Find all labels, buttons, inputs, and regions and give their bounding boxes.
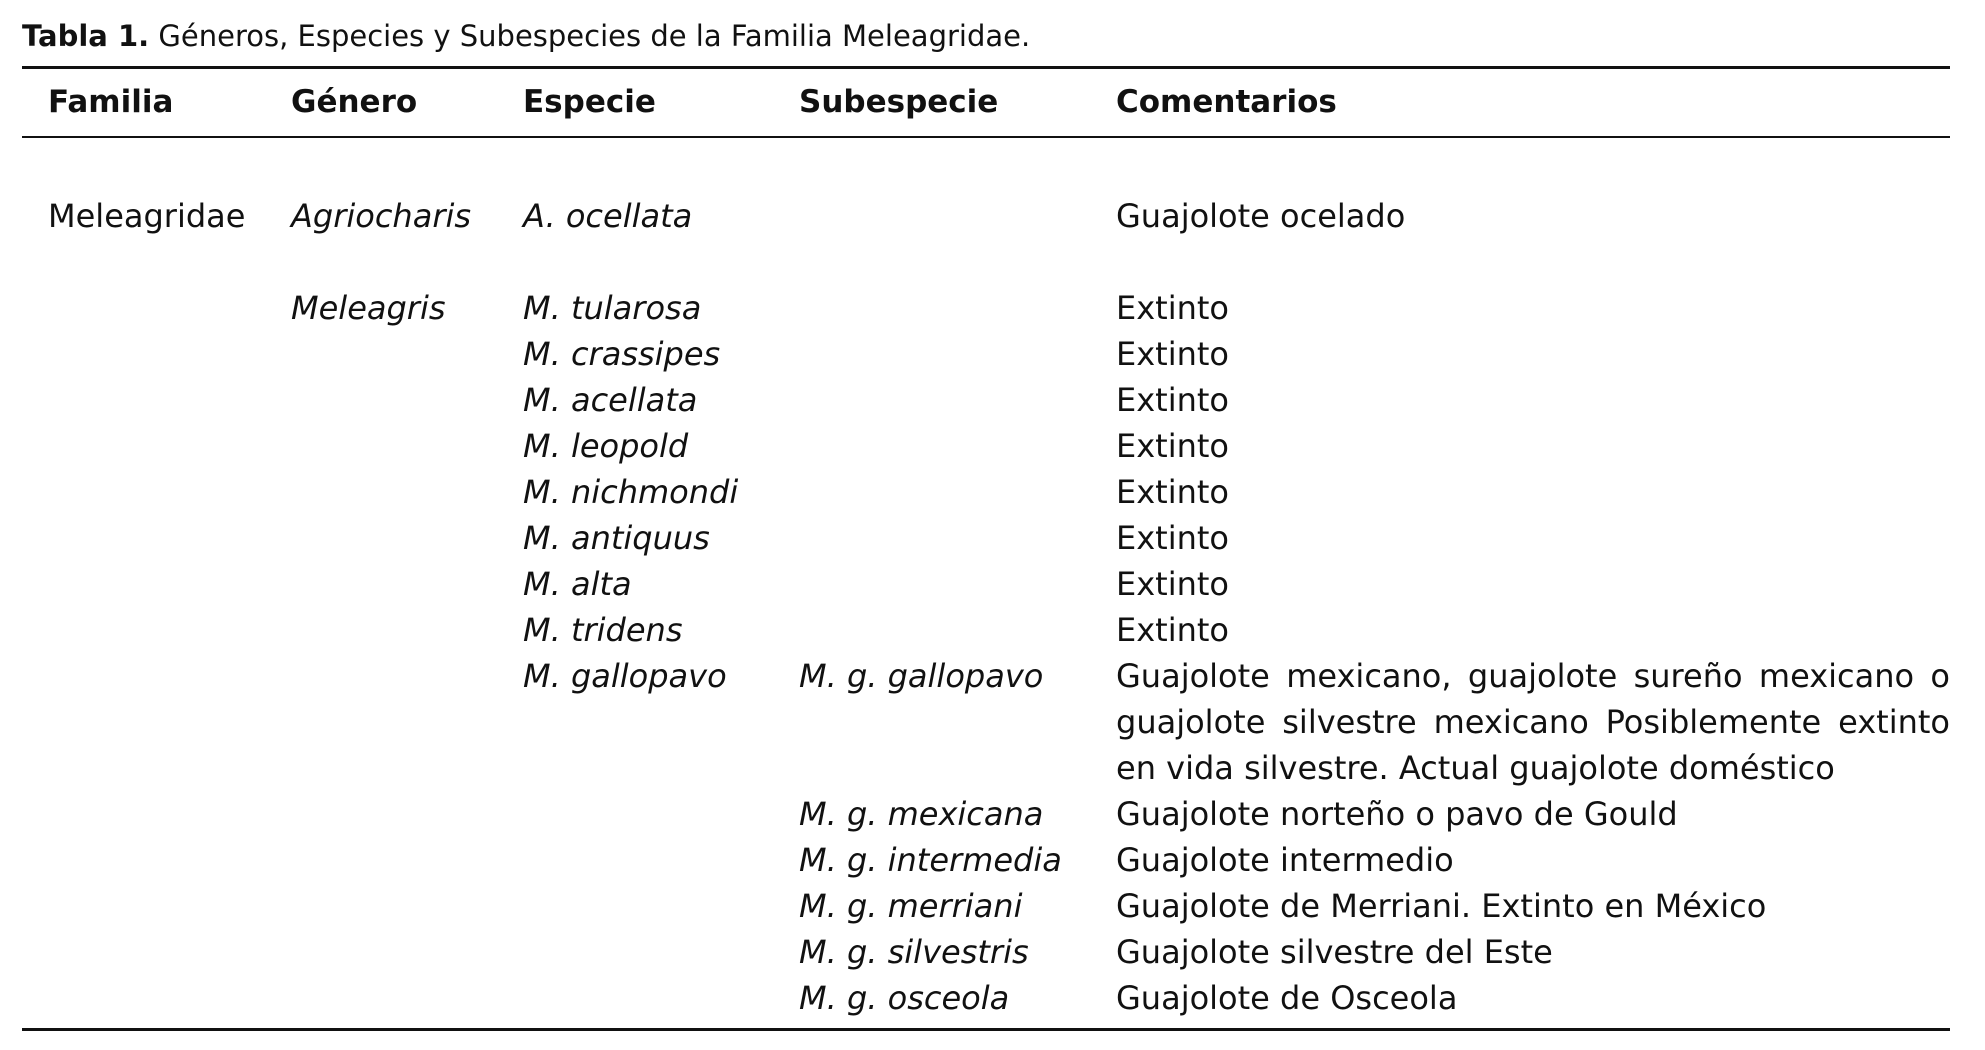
cell-comentarios: Guajolote intermedio [1116,841,1454,879]
cell-subespecie: M. g. silvestris [799,933,1029,971]
cell-comentarios: Guajolote mexicano, guajolote sureño mexicano o guajolote silvestre mexicano Posiblemente extinto en vida silvestre. Actual guajolote doméstico [1116,657,1950,787]
cell-comentarios: Guajolote de Osceola [1116,979,1458,1017]
cell-especie: M. tularosa [523,289,702,327]
cell-especie: M. leopold [523,427,689,465]
cell-comentarios: Extinto [1116,335,1229,373]
cell-comentarios: Extinto [1116,427,1229,465]
cell-subespecie: M. g. gallopavo [799,657,1044,695]
cell-comentarios: Extinto [1116,519,1229,557]
cell-subespecie: M. g. mexicana [799,795,1044,833]
caption-text: Géneros, Especies y Subespecies de la Familia Meleagridae. [158,19,1031,53]
cell-comentarios: Extinto [1116,289,1229,327]
cell-especie: M. antiquus [523,519,710,557]
cell-especie: M. acellata [523,381,698,419]
header-subespecie: Subespecie [799,84,999,120]
cell-comentarios: Extinto [1116,381,1229,419]
cell-familia: Meleagridae [48,197,246,235]
header-familia: Familia [48,84,174,120]
header-genero: Género [291,84,418,120]
cell-especie: M. gallopavo [523,657,727,695]
cell-comentarios: Extinto [1116,473,1229,511]
cell-especie: M. nichmondi [523,473,739,511]
table-caption [22,18,1030,54]
cell-genero: Meleagris [291,289,446,327]
bottom-rule [22,1028,1950,1031]
header-especie: Especie [523,84,656,120]
cell-especie: A. ocellata [523,197,693,235]
header-comentarios: Comentarios [1116,84,1337,120]
cell-especie: M. alta [523,565,632,603]
cell-subespecie: M. g. osceola [799,979,1010,1017]
cell-comentarios: Guajolote silvestre del Este [1116,933,1553,971]
cell-especie: M. tridens [523,611,683,649]
cell-comentarios: Guajolote de Merriani. Extinto en México [1116,887,1767,925]
top-rule [22,66,1950,69]
header-rule [22,136,1950,138]
cell-comentarios: Guajolote ocelado [1116,197,1406,235]
cell-subespecie: M. g. merriani [799,887,1023,925]
caption-label: Tabla 1. [22,19,150,53]
cell-genero: Agriocharis [291,197,472,235]
cell-subespecie: M. g. intermedia [799,841,1062,879]
cell-comentarios: Extinto [1116,565,1229,603]
cell-comentarios: Extinto [1116,611,1229,649]
cell-comentarios: Guajolote norteño o pavo de Gould [1116,795,1678,833]
cell-especie: M. crassipes [523,335,721,373]
